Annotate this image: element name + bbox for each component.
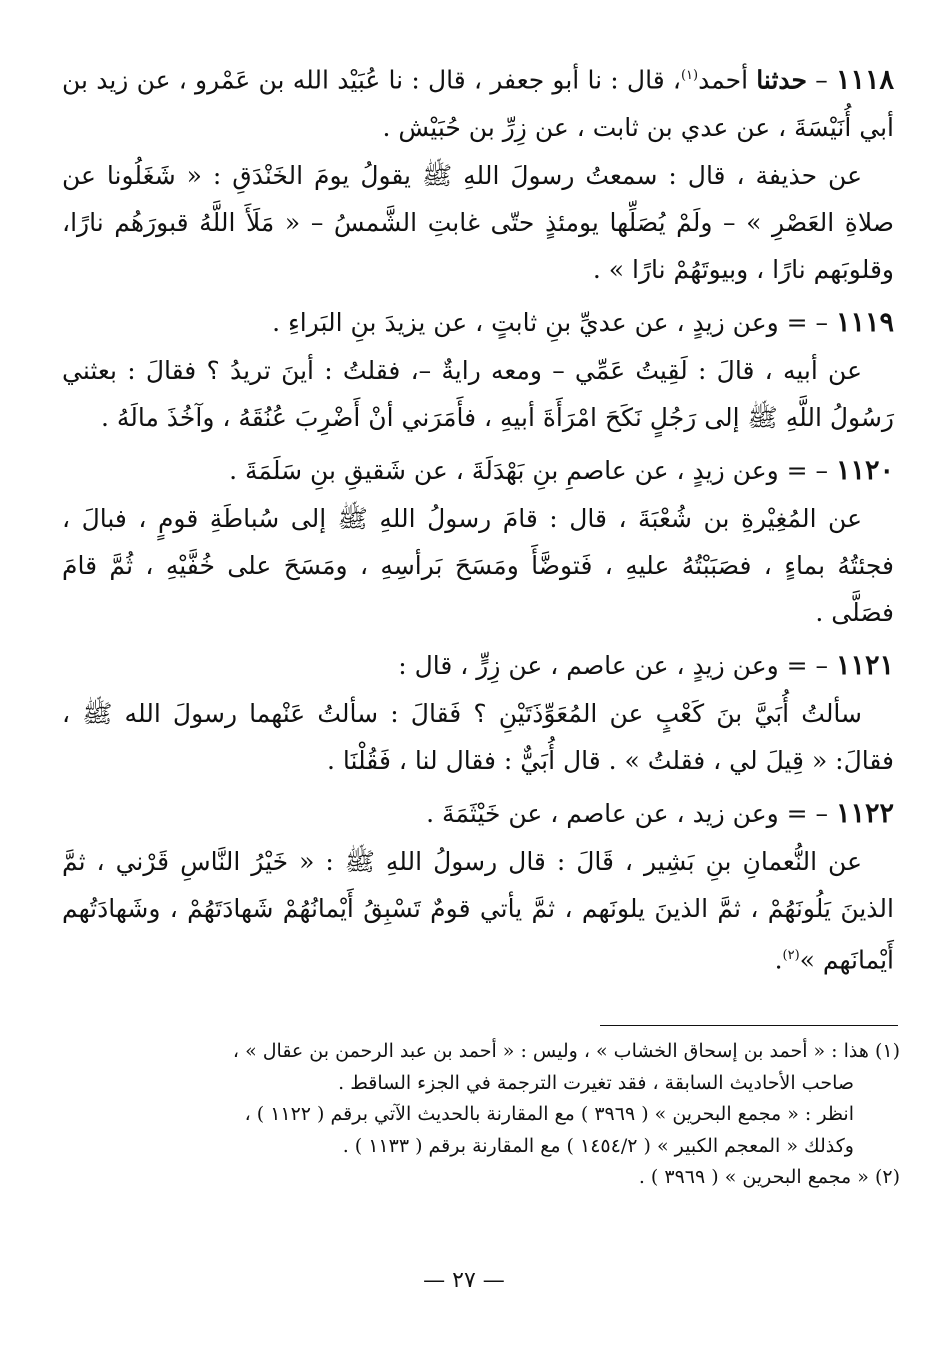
lead-word: حدثنا [756,65,807,95]
dash: – [807,65,836,95]
footnote-ref[interactable]: (٢) [782,948,800,964]
hadith-number: ١١٢٢ [835,798,894,830]
hadith-1119-text: عن أبيه ، قالَ : لَقِيتُ عَمِّي – ومعه رايةٌ –، فقلتُ : أينَ تريدُ ؟ فقالَ : بعثني رَسُولُ اللَّهِ ﷺ إلى رَجُلٍ نَكَحَ امْرَأَةَ أبيهِ ، فأَمَرَني أنْ أَضْرِبَ عُنُقَهُ ، وآخُذَ مالَهُ . [62,356,894,433]
chain-text: وعن زيدٍ ، عن عديِّ بنِ ثابتٍ ، عن يزيدَ بنِ البَراءِ . [272,308,779,338]
hadith-number: ١١١٩ [835,307,894,339]
footnotes [62,1036,900,1194]
chain-text: وعن زيدٍ ، عن عاصم ، عن زِرٍّ ، قال : [398,651,779,681]
footnote-1-line-4: وكذلك « المعجم الكبير » ( ١٤٥٤/٢ ) مع المقارنة برقم ( ١١٣٣ ) . [342,1134,854,1157]
hadith-1118-chain [62,52,894,152]
footnote-2: (٢) « مجمع البحرين » ( ٣٩٦٩ ) . [638,1166,900,1188]
hadith-number: ١١٢١ [835,650,894,682]
dash: – = [778,651,836,681]
hadith-1121-chain [62,642,894,690]
dash: – = [778,308,836,338]
hadith-1119-chain [62,299,894,347]
hadith-1122-chain [62,790,894,838]
hadith-1122-text [62,838,894,983]
dash: – = [778,456,836,486]
sentence-end: . [774,945,783,975]
hadith-number: ١١١٨ [835,64,894,96]
dash: – = [778,799,836,829]
footnote-ref[interactable]: (١) [680,68,699,83]
hadith-number: ١١٢٠ [835,455,894,487]
chain-text: وعن زيد ، عن عاصم ، عن خَيْثَمَةَ . [426,799,779,829]
hadith-1120-chain [62,447,894,495]
footnote-1-line-1: (١) هذا : « أحمد بن إسحاق الخشاب » ، وليس : « أحمد بن عبد الرحمن بن عقال » ، [232,1040,900,1062]
footnote-divider [600,1025,898,1026]
page-body [62,52,894,990]
chain-start: أحمد [698,65,757,95]
hadith-1118-text: عن حذيفة ، قال : سمعتُ رسولَ اللهِ ﷺ يقولُ يومَ الخَنْدَقِ : « شَغَلُونا عن صلاةِ العَصْرِ » – ولَمْ يُصَلِّها يومئذٍ حتّى غابتِ الشَّمسُ – « مَلَأَ اللَّهُ قبورَهُم نارًا، وقلوبَهم نارًا ، وبيوتَهُمْ نارًا » . [62,161,894,285]
chain-text: ، قال : نا أبو جعفر ، قال : نا عُبَيْد الله بن عَمْرو ، عن زيد بن أبي أُنَيْسَةَ ، عن عدي بن ثابت ، عن زِرِّ بن حُبَيْش . [62,65,894,143]
footnote-1-line-3: انظر : « مجمع البحرين » ( ٣٩٦٩ ) مع المقارنة بالحديث الآتي برقم ( ١١٢٢ ) ، [244,1103,854,1125]
hadith-1120-text: عن المُغِيْرةِ بن شُعْبَةَ ، قال : قامَ رسولُ اللهِ ﷺ إلى سُباطَةِ قومٍ ، فبالَ ، فجئتُهُ بماءٍ ، فصَبَبْتُهُ عليهِ ، فَتوضَّأَ ومَسَحَ بَرأسِهِ ، ومَسَحَ على خُفَّيْهِ ، ثُمَّ قامَ فصَلَّى . [62,504,894,628]
hadith-1121-text: سألتُ أُبَيَّ بنَ كَعْبٍ عن المُعَوِّذَتَيْنِ ؟ فَقالَ : سألتُ عَنْهما رسولَ الله ﷺ ، فقالَ: « قِيلَ لي ، فقلتُ » . قال أُبَيٌّ : فقال لنا ، فَقُلْنَا . [62,699,894,776]
hadith-text: عن النُّعمانِ بنِ بَشِير ، قَالَ : قال رسولُ اللهِ ﷺ : « خَيْرُ النَّاسِ قَرْني ، ثمَّ الذينَ يَلُونَهُمْ ، ثمَّ الذينَ يلونَهم ، ثمَّ يأتي قومٌ تَسْبِقُ أَيْمانُهُمْ شَهادَتَهُمْ ، وشَهادَتُهم أَيْمانَهم » [62,847,894,975]
chain-text: وعن زيدٍ ، عن عاصمِ بنِ بَهْدَلَةَ ، عن شَقيقِ بنِ سَلَمَةَ . [229,456,779,486]
footnote-1-line-2: صاحب الأحاديث السابقة ، فقد تغيرت الترجمة في الجزء الساقط . [338,1071,854,1094]
page-number: — ٢٧ — [423,1268,505,1293]
